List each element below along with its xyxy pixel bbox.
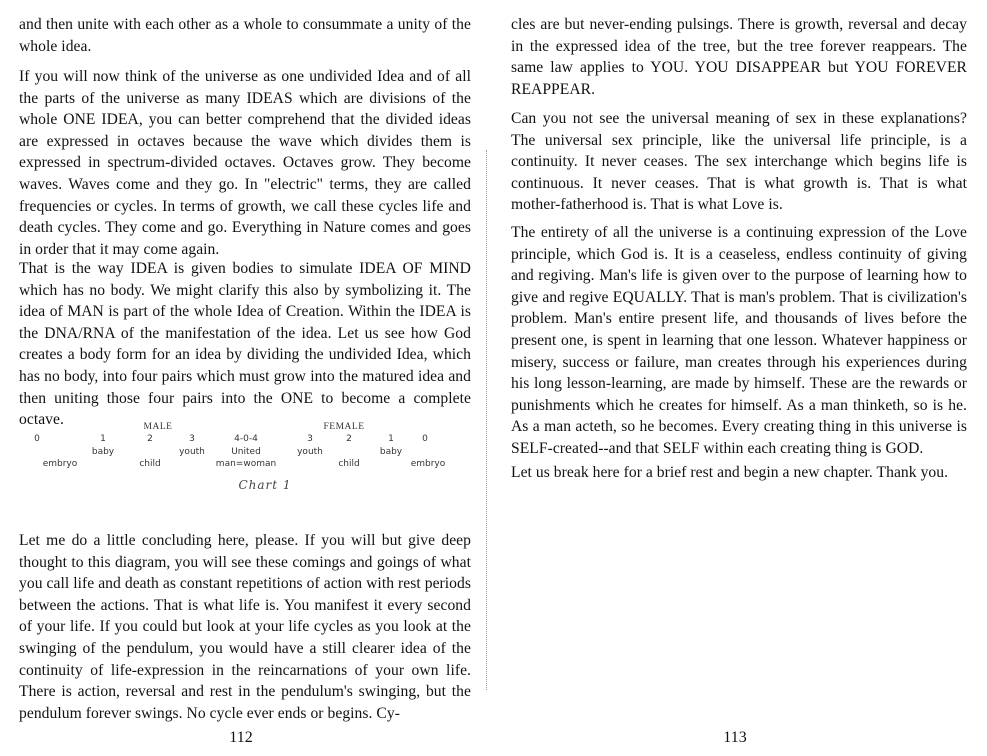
page-number: 113 [723, 729, 747, 746]
left-paragraph-2: If you will now think of the universe as one undivided Idea and of all the parts of the universe as many IDEAS which are divisions of the whole ONE IDEA, you can better comprehend that the divided ideas are expressed in octaves because the wave which divides them is expressed in spectrum-divided octaves. Octaves grow. They become waves. Waves come and they go. In "electric" terms, they are called frequencies or cycles. In terms of growth, we call these cycles life and death cycles. They come and go. Everything in Nature comes and goes in order that it may come again. [19, 68, 471, 258]
stage-label: embryo [410, 459, 446, 469]
stage-label: child [338, 459, 360, 469]
stage-label: baby [91, 447, 115, 457]
stage-label: youth [179, 447, 205, 457]
right-page [494, 0, 987, 756]
diagram-number: 1 [388, 434, 394, 444]
chart-caption: Chart 1 [238, 478, 292, 492]
stage-label: United [231, 447, 261, 457]
diagram-number: 0 [34, 434, 40, 444]
left-paragraph-1: and then unite with each other as a whole to consummate a unity of the whole idea. [19, 16, 471, 55]
diagram-number: 2 [346, 434, 352, 444]
stage-label: embryo [42, 459, 78, 469]
diagram-number: 3 [307, 434, 313, 444]
female-header: FEMALE [323, 422, 365, 432]
page-gutter [486, 150, 488, 690]
diagram-number: 2 [147, 434, 153, 444]
right-paragraph-2: Can you not see the universal meaning of sex in these explanations? The universal sex principle, like the universal life principle, is a continuity. It never ceases. The sex interchange which begins life is continuous. It never ceases. That is what growth is. That is what mother-fatherhood is. That is what Love is. [511, 110, 967, 214]
male-header: MALE [143, 422, 173, 432]
right-paragraph-4: Let us break here for a brief rest and begin a new chapter. Thank you. [511, 464, 949, 481]
right-paragraph-1: cles are but never-ending pulsings. There is growth, reversal and decay in the expressed idea of the tree, but the tree forever reappears. The same law applies to YOU. YOU DISAPPEAR but YOU FOREVER REAPPEAR. [511, 16, 967, 98]
octave-diagram [0, 418, 492, 498]
diagram-number: 4-0-4 [234, 434, 258, 444]
diagram-number: 0 [422, 434, 428, 444]
page-number: 112 [229, 729, 253, 746]
diagram-number: 3 [189, 434, 195, 444]
left-paragraph-3: That is the way IDEA is given bodies to simulate IDEA OF MIND which has no body. We might clarify this also by symbolizing it. The idea of MAN is part of the whole Idea of Creation. Within the IDEA is the DNA/RNA of the manifestation of the idea. Let us see how God creates a body form for an idea by dividing the undivided Idea, which has no body, into four pairs which must grow into the matured idea and then uniting those four pairs into the ONE to become a complete octave. [19, 260, 471, 429]
stage-label: youth [297, 447, 323, 457]
stage-label: child [139, 459, 161, 469]
left-page [0, 0, 492, 756]
stage-label: man=woman [215, 459, 277, 469]
right-paragraph-3: The entirety of all the universe is a continuing expression of the Love principle, which God is. It is a ceaseless, endless continuity of giving and regiving. Man's life is given over to the purpose of learning how to give and regive EQUALLY. That is man's problem. That is civilization's problem. Man's entire present life, and thousands of lives before the present one, is spent in learning that one lesson. Whatever happiness or misery, success or failure, man creates through his experiences during his long lesson-learning, are made by himself. These are the rewards or punishments which he creates for himself. As a man thinketh, so is he. As a man acteth, so he becomes. Every creating thing in this universe is SELF-created--and that SELF within each creating thing is GOD. [511, 224, 967, 457]
diagram-number: 1 [100, 434, 106, 444]
left-paragraph-4: Let me do a little concluding here, please. If you will but give deep thought to this diagram, you will see these comings and goings of what you call life and death as constant repetitions of action with rest periods between the actions. That is what life is. You manifest it every second of your life. If you could but look at your life cycles as you look at the swinging of the pendulum, you would have a still clearer idea of the continuity of life-expression in the reincarnations of your own life. There is action, reversal and rest in the pendulum's swinging, but the pendulum forever swings. No cycle ever ends or begins. Cy- [19, 532, 471, 722]
stage-label: baby [379, 447, 403, 457]
